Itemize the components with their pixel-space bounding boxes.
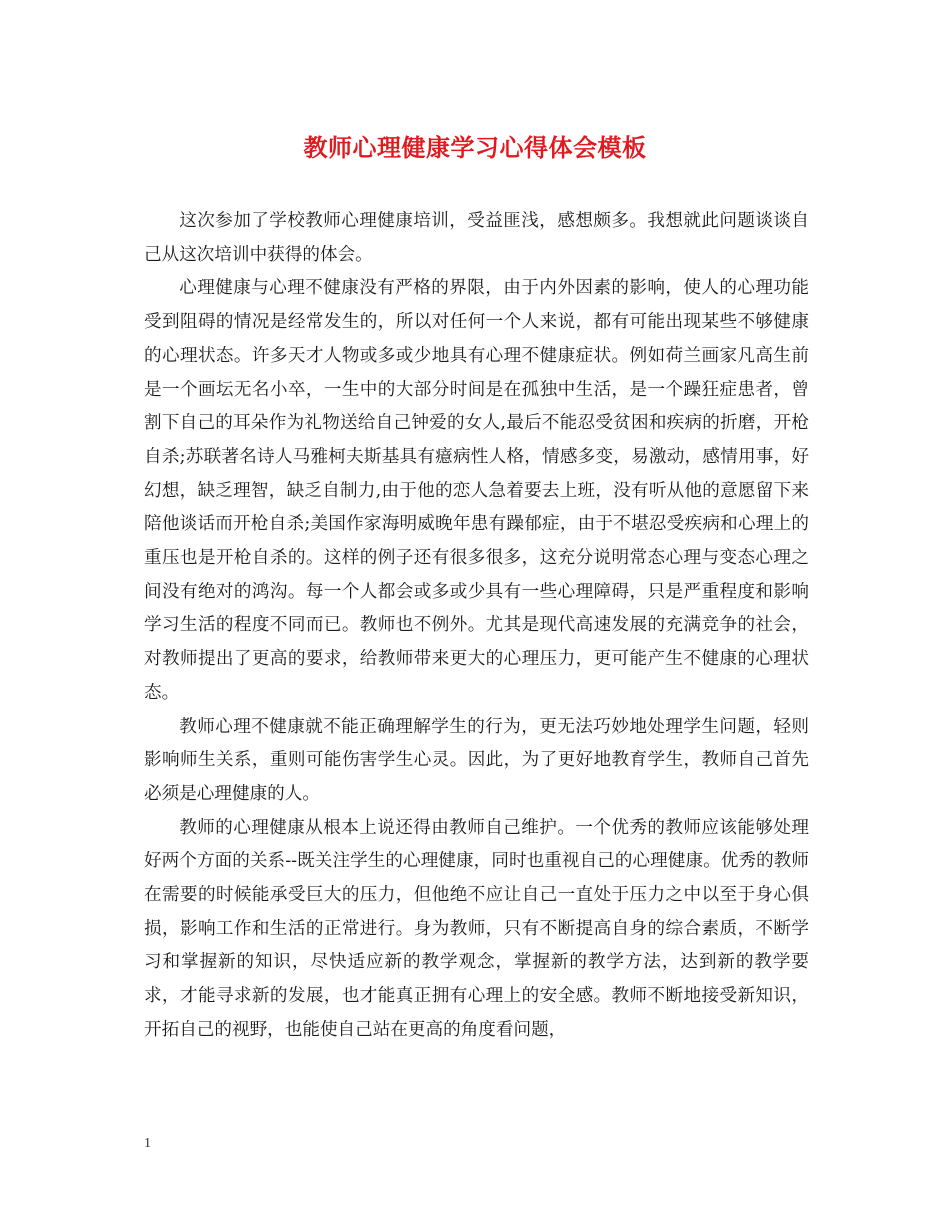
page-number: 1 bbox=[144, 1136, 151, 1151]
paragraph: 心理健康与心理不健康没有严格的界限，由于内外因素的影响，使人的心理功能受到阻碍的情况是经常发生的，所以对任何一个人来说，都有可能出现某些不够健康的心理状态。许多天才人物或多或少地具有心理不健康症状。例如荷兰画家凡高生前是一个画坛无名小卒，一生中的大部分时间是在孤独中生活，是一个躁狂症患者，曾割下自己的耳朵作为礼物送给自己钟爱的女人,最后不能忍受贫困和疾病的折磨，开枪自杀;苏联著名诗人马雅柯夫斯基具有癔病性人格，情感多变，易激动，感情用事，好幻想，缺乏理智，缺乏自制力,由于他的恋人急着要去上班，没有听从他的意愿留下来陪他谈话而开枪自杀;美国作家海明威晚年患有躁郁症，由于不堪忍受疾病和心理上的重压也是开枪自杀的。这样的例子还有很多很多，这充分说明常态心理与变态心理之间没有绝对的鸿沟。每一个人都会或多或少具有一些心理障碍，只是严重程度和影响学习生活的程度不同而已。教师也不例外。尤其是现代高速发展的充满竞争的社会，对教师提出了更高的要求，给教师带来更大的心理压力，更可能产生不健康的心理状态。 bbox=[144, 278, 809, 703]
document-title: 教师心理健康学习心得体会模板 bbox=[303, 133, 647, 162]
document-body bbox=[144, 205, 809, 1048]
paragraph: 这次参加了学校教师心理健康培训，受益匪浅，感想颇多。我想就此问题谈谈自己从这次培训中获得的体会。 bbox=[144, 211, 809, 265]
paragraph: 教师心理不健康就不能正确理解学生的行为，更无法巧妙地处理学生问题，轻则影响师生关系，重则可能伤害学生心灵。因此，为了更好地教育学生，教师自己首先必须是心理健康的人。 bbox=[144, 716, 809, 804]
paragraph: 教师的心理健康从根本上说还得由教师自己维护。一个优秀的教师应该能够处理好两个方面的关系--既关注学生的心理健康，同时也重视自己的心理健康。优秀的教师在需要的时候能承受巨大的压力，但他绝不应让自己一直处于压力之中以至于身心俱损，影响工作和生活的正常进行。身为教师，只有不断提高自身的综合素质，不断学习和掌握新的知识，尽快适应新的教学观念，掌握新的教学方法，达到新的教学要求，才能寻求新的发展，也才能真正拥有心理上的安全感。教师不断地接受新知识，开拓自己的视野，也能使自己站在更高的角度看问题， bbox=[144, 817, 809, 1040]
